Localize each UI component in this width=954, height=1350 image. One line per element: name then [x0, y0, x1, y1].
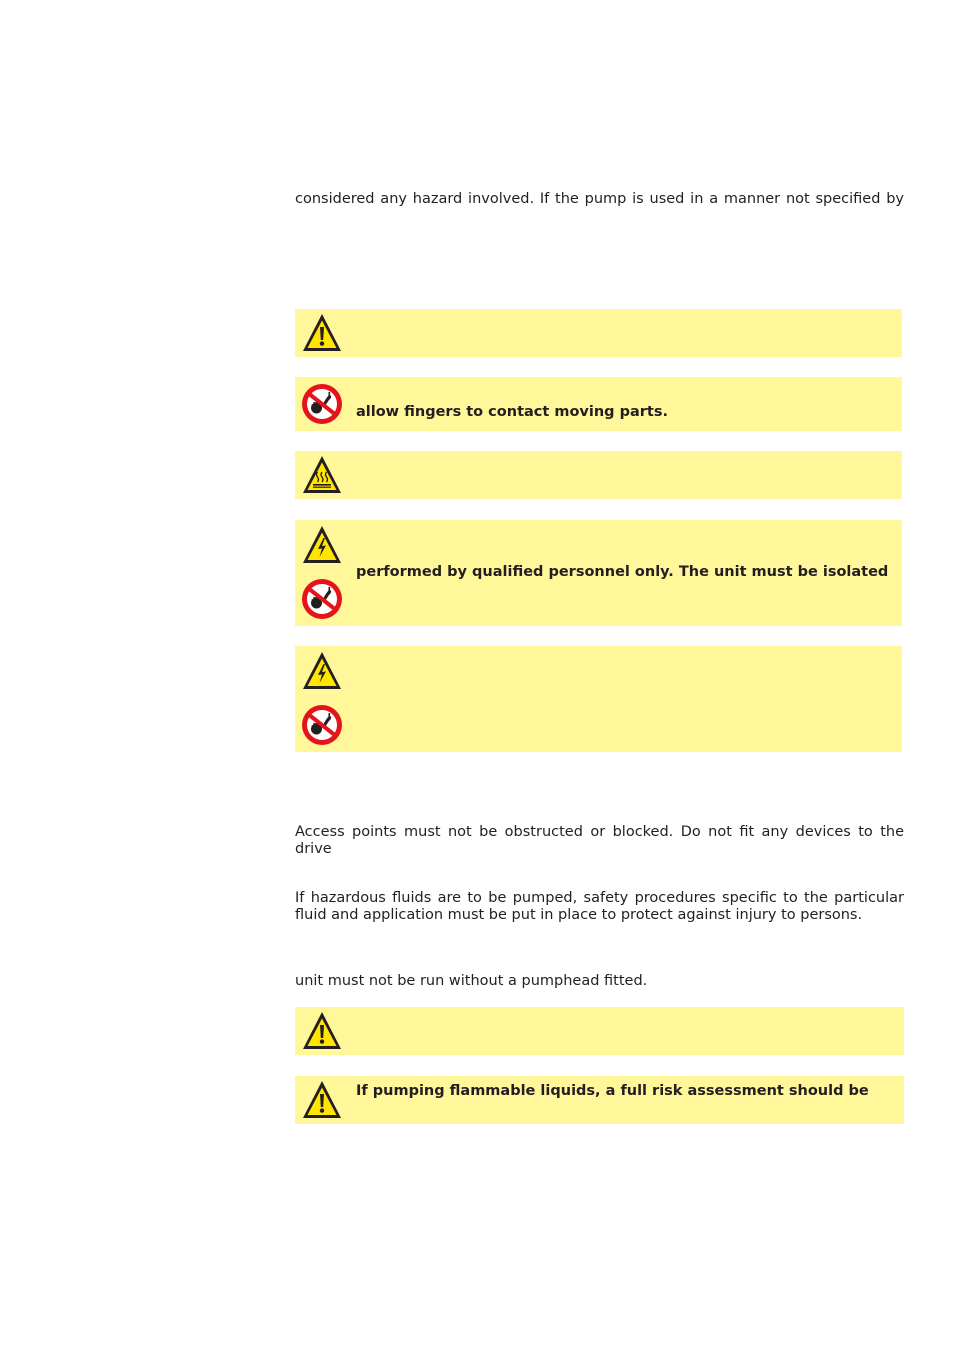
warning-box-moving-parts	[295, 377, 902, 431]
warning-text-qualified-personnel: performed by qualified personnel only. The unit must be isolated	[356, 564, 889, 580]
paragraph-hazard-statement: considered any hazard involved. If the pump is used in a manner not specified by	[295, 191, 904, 207]
no-fingers-moving-parts-icon	[301, 704, 343, 746]
no-fingers-moving-parts-icon	[301, 383, 343, 425]
no-fingers-moving-parts-icon	[301, 578, 343, 620]
warning-box-flammable	[295, 1076, 904, 1124]
warning-box-electrical	[295, 646, 902, 752]
warning-triangle-icon	[301, 1079, 343, 1121]
warning-box-hot-surface	[295, 451, 902, 499]
electrical-hazard-icon	[301, 650, 343, 692]
warning-triangle-icon	[301, 312, 343, 354]
warning-triangle-icon	[301, 1010, 343, 1052]
hot-surface-icon	[301, 454, 343, 496]
warning-box-caution	[295, 1007, 904, 1055]
warning-text-flammable: If pumping flammable liquids, a full risk assessment should be	[356, 1083, 869, 1099]
warning-text-moving-parts: allow fingers to contact moving parts.	[356, 404, 668, 420]
electrical-hazard-icon	[301, 524, 343, 566]
paragraph-pumphead: unit must not be run without a pumphead fitted.	[295, 973, 648, 989]
paragraph-hazardous-fluids: If hazardous fluids are to be pumped, safety procedures specific to the particular fluid and application must be put in place to protect against injury to persons.	[295, 890, 904, 923]
paragraph-access-points: Access points must not be obstructed or blocked. Do not fit any devices to the drive	[295, 824, 904, 857]
warning-box-qualified-personnel	[295, 520, 902, 626]
warning-box-general	[295, 309, 902, 357]
